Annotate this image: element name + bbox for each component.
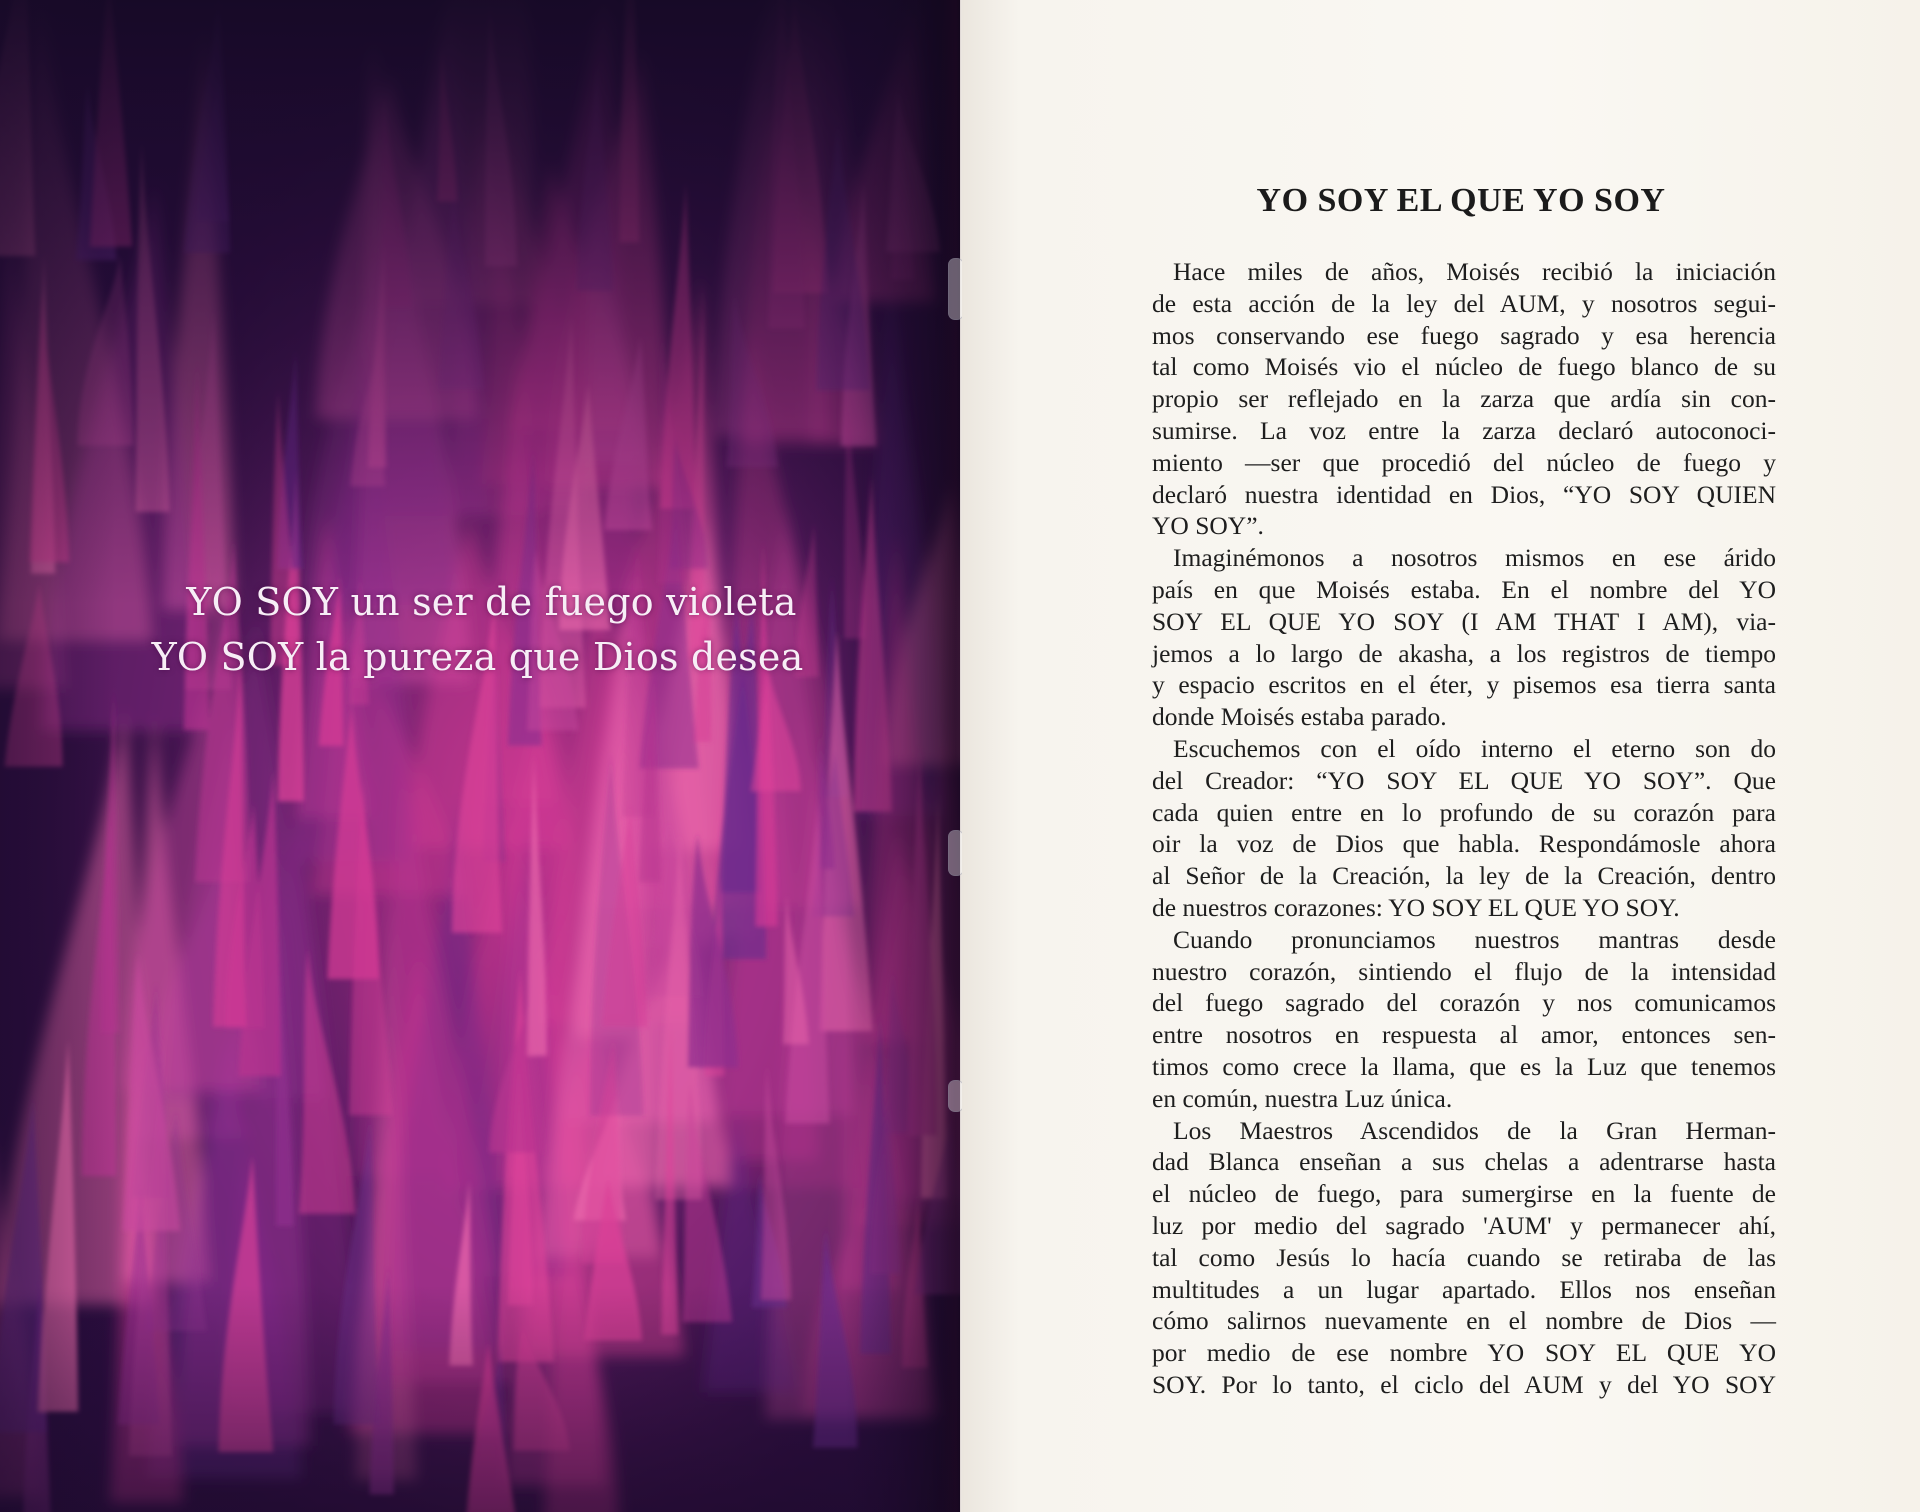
text-line: SOY. Por lo tanto, el ciclo del AUM y del YO SOY (1152, 1369, 1776, 1399)
text-line: propio ser reflejado en la zarza que ardía sin con- (1152, 384, 1776, 414)
text-line: de nuestros corazones: YO SOY EL QUE YO SOY. (1152, 892, 1680, 922)
affirmation-text (0, 575, 955, 685)
page-title: YO SOY EL QUE YO SOY (1256, 182, 1666, 219)
paragraph (1152, 256, 1776, 542)
paragraph (1152, 924, 1776, 1115)
text-line: país en que Moisés estaba. En el nombre del YO (1152, 574, 1776, 604)
text-line: Escuchemos con el oído interno el eterno son do (1173, 733, 1776, 763)
paragraph (1152, 542, 1776, 733)
text-line: multitudes a un lugar apartado. Ellos nos enseñan (1152, 1274, 1776, 1304)
text-line: de esta acción de la ley del AUM, y nosotros segui- (1152, 288, 1776, 318)
text-line: oir la voz de Dios que habla. Respondámosle ahora (1152, 829, 1776, 859)
paragraph (1152, 1115, 1776, 1401)
text-line: Imaginémonos a nosotros mismos en ese árido (1173, 543, 1776, 573)
text-line: al Señor de la Creación, la ley de la Creación, dentro (1152, 861, 1776, 891)
text-line: nuestro corazón, sintiendo el flujo de la intensidad (1152, 956, 1776, 986)
text-line: Hace miles de años, Moisés recibió la iniciación (1173, 257, 1776, 286)
text-line: dad Blanca enseñan a sus chelas a adentrarse hasta (1152, 1147, 1776, 1177)
text-line: YO SOY”. (1152, 511, 1264, 541)
text-line: SOY EL QUE YO SOY (I AM THAT I AM), via- (1152, 606, 1776, 636)
right-page (962, 0, 1920, 1512)
text-line: sumirse. La voz entre la zarza declaró autoconoci- (1152, 415, 1776, 445)
text-line: del fuego sagrado del corazón y nos comunicamos (1152, 988, 1776, 1018)
text-line: mos conservando ese fuego sagrado y esa herencia (1152, 320, 1776, 350)
text-line: timos como crece la llama, que es la Luz que tenemos (1152, 1051, 1776, 1081)
text-line: cómo salirnos nuevamente en el nombre de Dios — (1152, 1306, 1776, 1336)
text-line: donde Moisés estaba parado. (1152, 702, 1447, 732)
text-line: tal como Moisés vio el núcleo de fuego blanco de su (1152, 352, 1776, 382)
text-line: jemos a lo largo de akasha, a los registros de tiempo (1152, 638, 1776, 668)
text-line: entre nosotros en respuesta al amor, entonces sen- (1152, 1020, 1776, 1050)
text-line: luz por medio del sagrado 'AUM' y permanecer ahí, (1152, 1210, 1776, 1240)
body-text (1152, 256, 1776, 1401)
affirmation-line-1: YO SOY un ser de fuego violeta (186, 580, 797, 624)
text-line: en común, nuestra Luz única. (1152, 1083, 1453, 1113)
text-line: el núcleo de fuego, para sumergirse en la fuente de (1152, 1179, 1776, 1209)
text-line: miento —ser que procedió del núcleo de fuego y (1152, 447, 1776, 477)
text-line: cada quien entre en lo profundo de su corazón para (1152, 797, 1776, 827)
text-line: del Creador: “YO SOY EL QUE YO SOY”. Que (1152, 765, 1776, 795)
affirmation-line-2: YO SOY la pureza que Dios desea (151, 635, 804, 679)
text-line: Los Maestros Ascendidos de la Gran Herman- (1173, 1115, 1776, 1145)
text-line: y espacio escritos en el éter, y pisemos esa tierra santa (1152, 670, 1776, 700)
text-line: por medio de ese nombre YO SOY EL QUE YO (1152, 1338, 1776, 1368)
text-line: declaró nuestra identidad en Dios, “YO SOY QUIEN (1152, 479, 1776, 509)
text-line: tal como Jesús lo hacía cuando se retiraba de las (1152, 1242, 1776, 1272)
paragraph (1152, 733, 1776, 924)
text-line: Cuando pronunciamos nuestros mantras desde (1173, 924, 1776, 954)
